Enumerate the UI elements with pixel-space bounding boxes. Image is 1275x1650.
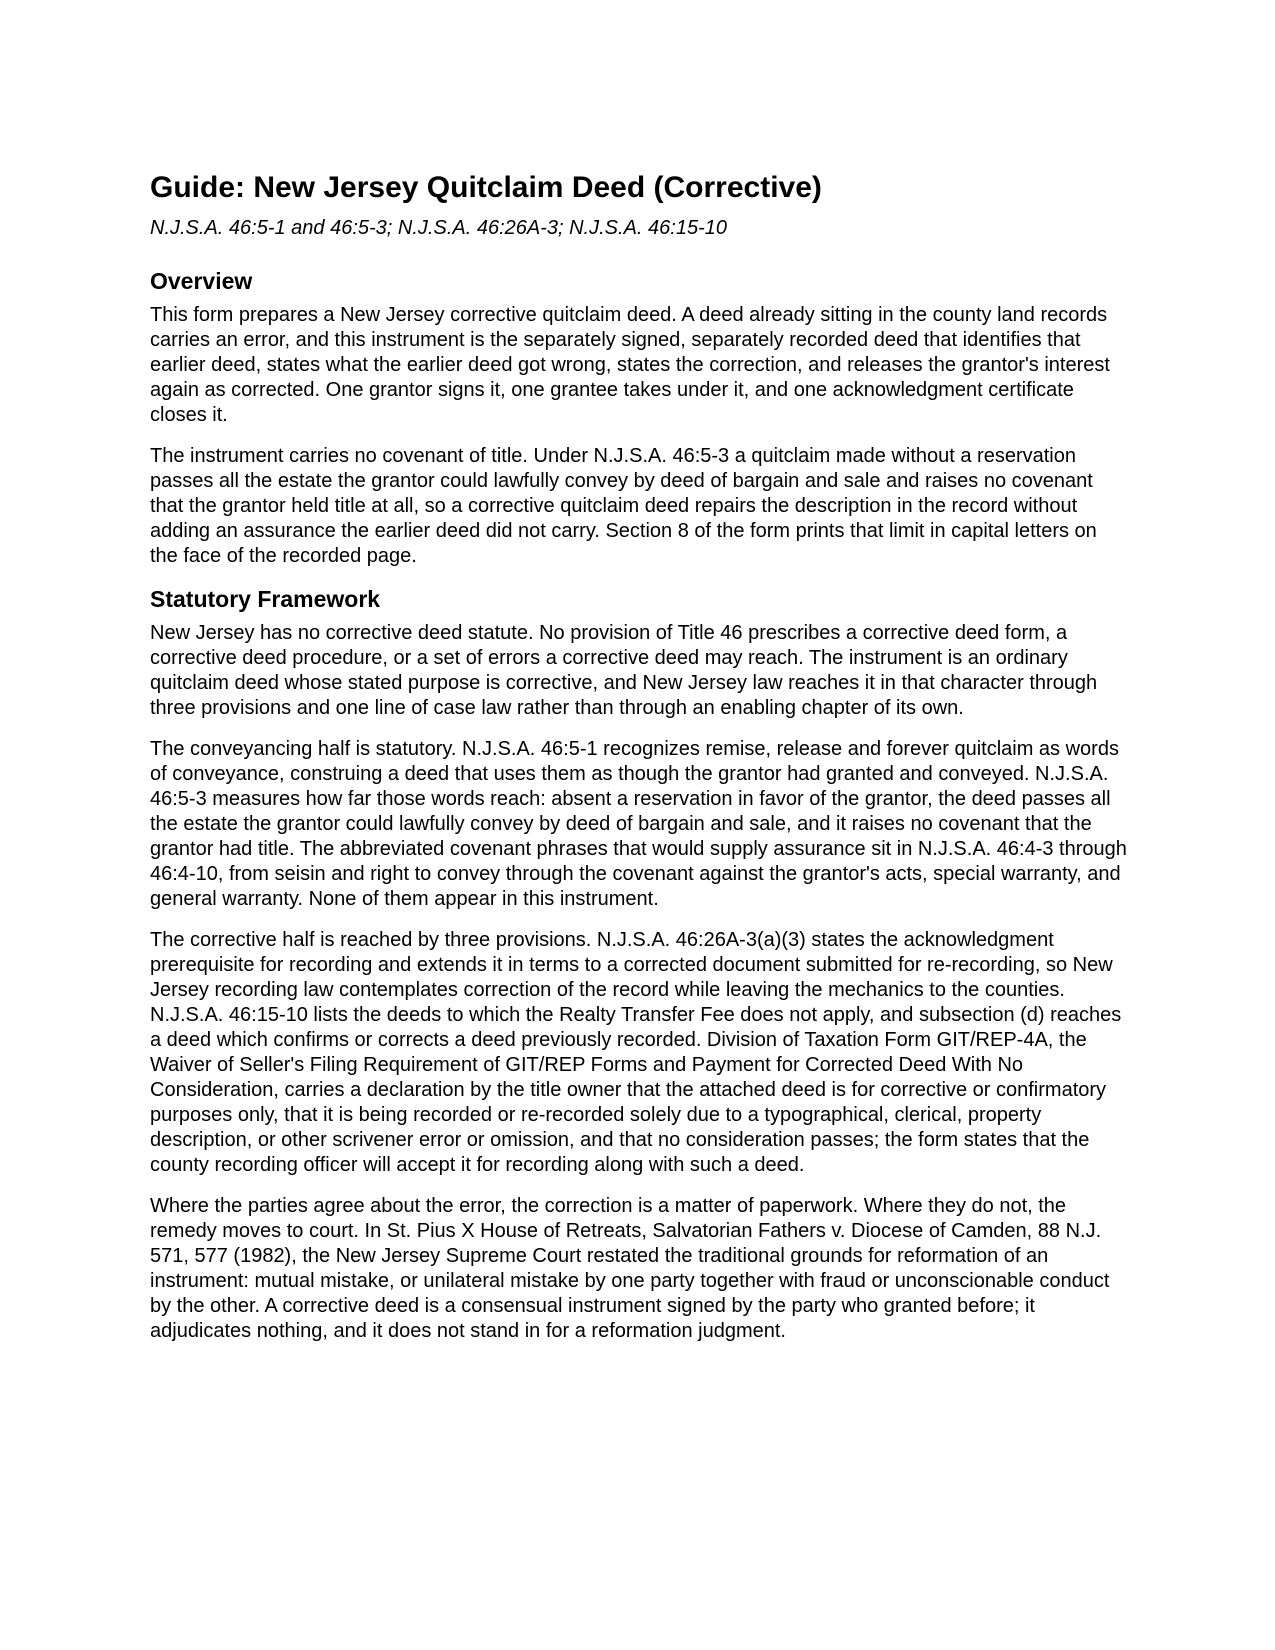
statute-citation-subtitle: N.J.S.A. 46:5-1 and 46:5-3; N.J.S.A. 46:26A-3; N.J.S.A. 46:15-10 bbox=[150, 217, 727, 239]
framework-paragraph-1: New Jersey has no corrective deed statute. No provision of Title 46 prescribes a corrective deed form, a corrective deed procedure, or a set of errors a corrective deed may reach. The instrument is an ordinary quitclaim deed whose stated purpose is corrective, and New Jersey law reaches it in that character through three provisions and one line of case law rather than through an enabling chapter of its own. bbox=[150, 622, 1098, 719]
framework-paragraph-2: The conveyancing half is statutory. N.J.S.A. 46:5-1 recognizes remise, release and forever quitclaim as words of conveyance, construing a deed that uses them as though the grantor had granted and conveyed. N.J.S.A. 46:5-3 measures how far those words reach: absent a reservation in favor of the grantor, the deed passes all the estate the grantor could lawfully convey by deed of bargain and sale, and it raises no covenant that the grantor had title. The abbreviated covenant phrases that would supply assurance sit in N.J.S.A. 46:4-3 through 46:4-10, from seisin and right to convey through the covenant against the grantor's acts, special warranty, and general warranty. None of them appear in this instrument. bbox=[150, 738, 1127, 910]
section-heading-overview: Overview bbox=[150, 268, 253, 294]
section-heading-statutory-framework: Statutory Framework bbox=[150, 586, 381, 612]
framework-paragraph-4: Where the parties agree about the error, the correction is a matter of paperwork. Where they do not, the remedy moves to court. In St. Pius X House of Retreats, Salvatorian Fathers v. Diocese of Camden, 88 N.J. 571, 577 (1982), the New Jersey Supreme Court restated the traditional grounds for reformation of an instrument: mutual mistake, or unilateral mistake by one party together with fraud or unconscionable conduct by the other. A corrective deed is a consensual instrument signed by the party who granted before; it adjudicates nothing, and it does not stand in for a reformation judgment. bbox=[150, 1195, 1110, 1342]
page-title: Guide: New Jersey Quitclaim Deed (Corrective) bbox=[150, 171, 822, 204]
overview-paragraph-2: The instrument carries no covenant of title. Under N.J.S.A. 46:5-3 a quitclaim made without a reservation passes all the estate the grantor could lawfully convey by deed of bargain and sale and raises no covenant that the grantor held title at all, so a corrective quitclaim deed repairs the description in the record without adding an assurance the earlier deed did not carry. Section 8 of the form prints that limit in capital letters on the face of the recorded page. bbox=[150, 445, 1097, 567]
section-overview bbox=[150, 267, 1130, 569]
document-page bbox=[150, 170, 1130, 1360]
overview-paragraph-1: This form prepares a New Jersey corrective quitclaim deed. A deed already sitting in the county land records carries an error, and this instrument is the separately signed, separately recorded deed that identifies that earlier deed, states what the earlier deed got wrong, states the correction, and releases the grantor's interest again as corrected. One grantor signs it, one grantee takes under it, and one acknowledgment certificate closes it. bbox=[150, 304, 1110, 426]
section-statutory-framework bbox=[150, 585, 1130, 1344]
framework-paragraph-3: The corrective half is reached by three provisions. N.J.S.A. 46:26A-3(a)(3) states the acknowledgment prerequisite for recording and extends it in terms to a corrected document submitted for re-recording, so New Jersey recording law contemplates correction of the record while leaving the mechanics to the counties. N.J.S.A. 46:15-10 lists the deeds to which the Realty Transfer Fee does not apply, and subsection (d) reaches a deed which confirms or corrects a deed previously recorded. Division of Taxation Form GIT/REP-4A, the Waiver of Seller's Filing Requirement of GIT/REP Forms and Payment for Corrected Deed With No Consideration, carries a declaration by the title owner that the attached deed is for corrective or confirmatory purposes only, that it is being recorded or re-recorded solely due to a typographical, clerical, property description, or other scrivener error or omission, and that no consideration passes; the form states that the county recording officer will accept it for recording along with such a deed. bbox=[150, 929, 1122, 1176]
